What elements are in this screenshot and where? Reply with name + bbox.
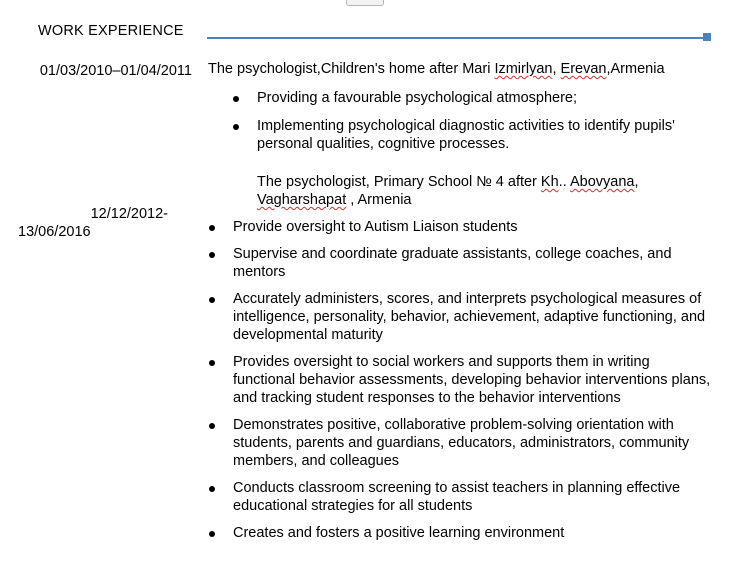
list-item-text: Accurately administers, scores, and interprets psychological measures of intelligence, personality, behavior, achievement, adaptive functioning, and developmental maturity [233,291,706,343]
job1-heading-word2: Erevan [560,61,607,77]
list-item-text: Implementing psychological diagnostic activities to identify pupils' personal qualities, cognitive processes. [257,118,675,152]
job2-heading [257,173,697,209]
list-item [233,290,713,344]
list-item [257,89,717,107]
job1-heading [208,61,665,77]
list-item-text: Supervise and coordinate graduate assistants, college coaches, and mentors [233,246,672,280]
list-item-text: Provides oversight to social workers and supports them in writing functional behavior assessments, developing behavior interventions plans, and tracking student responses to the behavior interventions [233,354,711,406]
list-item [257,117,717,153]
job2-date-end: 13/06/2016 [18,224,91,240]
job2-heading-prefix: The psychologist, Primary School № 4 after [257,174,541,190]
job2-heading-word3: Vagharshapat [257,192,347,208]
bullet-icon [209,297,215,303]
bullet-icon [233,124,239,130]
job1-heading-suffix: ,Armenia [606,61,665,77]
list-item [233,218,713,236]
section-title: WORK EXPERIENCE [38,23,184,39]
scroll-handle[interactable] [346,0,384,6]
list-item-text: Demonstrates positive, collaborative problem-solving orientation with students, parents and guardians, educators, administrators, community members, and colleagues [233,417,690,469]
bullet-icon [209,423,215,429]
list-item [233,479,713,515]
job1-heading-word1: Izmirlyan [494,61,553,77]
job1-bullet-list [257,89,717,163]
section-divider [207,37,704,39]
bullet-icon [233,96,239,102]
list-item [233,524,713,542]
bullet-icon [209,531,215,537]
list-item-text: Conducts classroom screening to assist teachers in planning effective educational strategies for all students [233,480,681,514]
bullet-icon [209,252,215,258]
job2-heading-sep: , [634,174,639,190]
bullet-icon [209,360,215,366]
list-item-text: Provide oversight to Autism Liaison students [233,219,518,235]
job1-date: 01/03/2010–01/04/2011 [39,63,192,79]
bullet-icon [209,225,215,231]
list-item [233,416,713,470]
job2-heading-mid: .. [558,174,570,190]
job1-heading-prefix: The psychologist,Children's home after Mari [208,61,495,77]
bullet-icon [209,486,215,492]
list-item-text: Creates and fosters a positive learning environment [233,525,565,541]
job2-heading-suffix: , Armenia [346,192,412,208]
list-item [233,353,713,407]
list-item-text: Providing a favourable psychological atmosphere; [257,90,577,106]
job1-heading-sep: , [552,61,561,77]
job2-heading-word1: Kh [540,174,559,190]
job2-bullet-list [233,218,713,551]
job2-date-start: 12/12/2012- [90,206,168,222]
list-item [233,245,713,281]
job2-date [18,205,168,241]
divider-end-marker [703,33,711,41]
job2-heading-word2: Abovyana [569,174,635,190]
